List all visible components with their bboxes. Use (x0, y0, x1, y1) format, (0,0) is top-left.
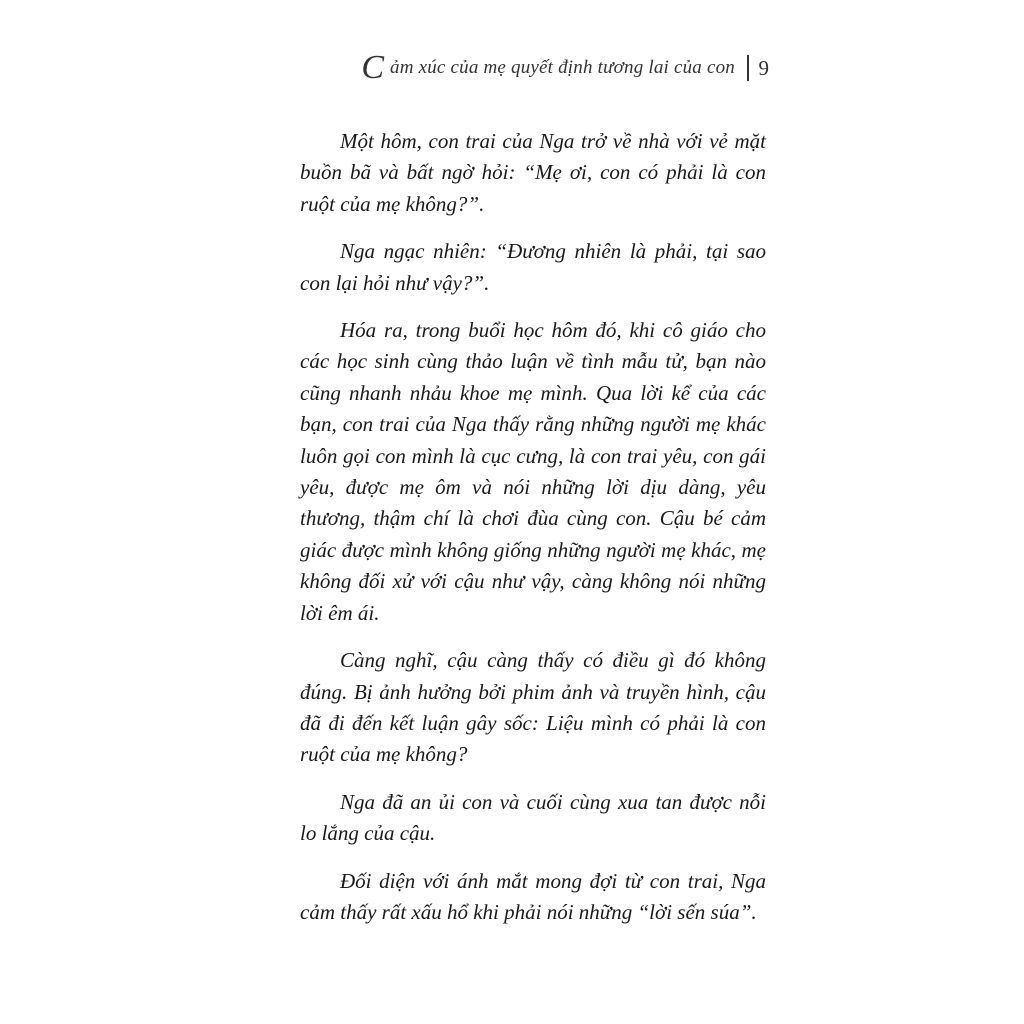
header-initial: C (361, 49, 385, 86)
page-number: 9 (758, 55, 769, 80)
paragraph-2: Nga ngạc nhiên: “Đương nhiên là phải, tại sao con lại hỏi như vậy?”. (300, 239, 766, 295)
paragraph-1: Một hôm, con trai của Nga trở về nhà với vẻ mặt buồn bã và bất ngờ hỏi: “Mẹ ơi, con có phải là con ruột của mẹ không?”. (300, 129, 766, 216)
paragraph-6: Đối diện với ánh mắt mong đợi từ con trai, Nga cảm thấy rất xấu hổ khi phải nói những “lời sến súa”. (300, 868, 766, 924)
running-header (361, 46, 769, 90)
paragraph-4: Càng nghĩ, cậu càng thấy có điều gì đó không đúng. Bị ảnh hưởng bởi phim ảnh và truyền hình, cậu đã đi đến kết luận gây sốc: Liệu mình có phải là con ruột của mẹ không? (300, 648, 766, 767)
paragraph-5: Nga đã an ủi con và cuối cùng xua tan được nỗi lo lắng của cậu. (300, 789, 766, 846)
body-text (300, 126, 766, 944)
header-divider (747, 55, 749, 81)
header-title: ảm xúc của mẹ quyết định tương lai của con (390, 57, 735, 78)
paragraph-3: Hóa ra, trong buổi học hôm đó, khi cô giáo cho các học sinh cùng thảo luận về tình mẫu tử, bạn nào cũng nhanh nhảu khoe mẹ mình. Qua lời kể của các bạn, con trai của Nga thấy rằng những người mẹ khác luôn gọi con mình là cục cưng, là con trai yêu, con gái yêu, được mẹ ôm và nói những lời dịu dàng, yêu thương, thậm chí là chơi đùa cùng con. Cậu bé cảm giác được mình không giống những người mẹ khác, mẹ không đối xử với cậu như vậy, càng không nói những lời êm ái. (300, 318, 766, 625)
